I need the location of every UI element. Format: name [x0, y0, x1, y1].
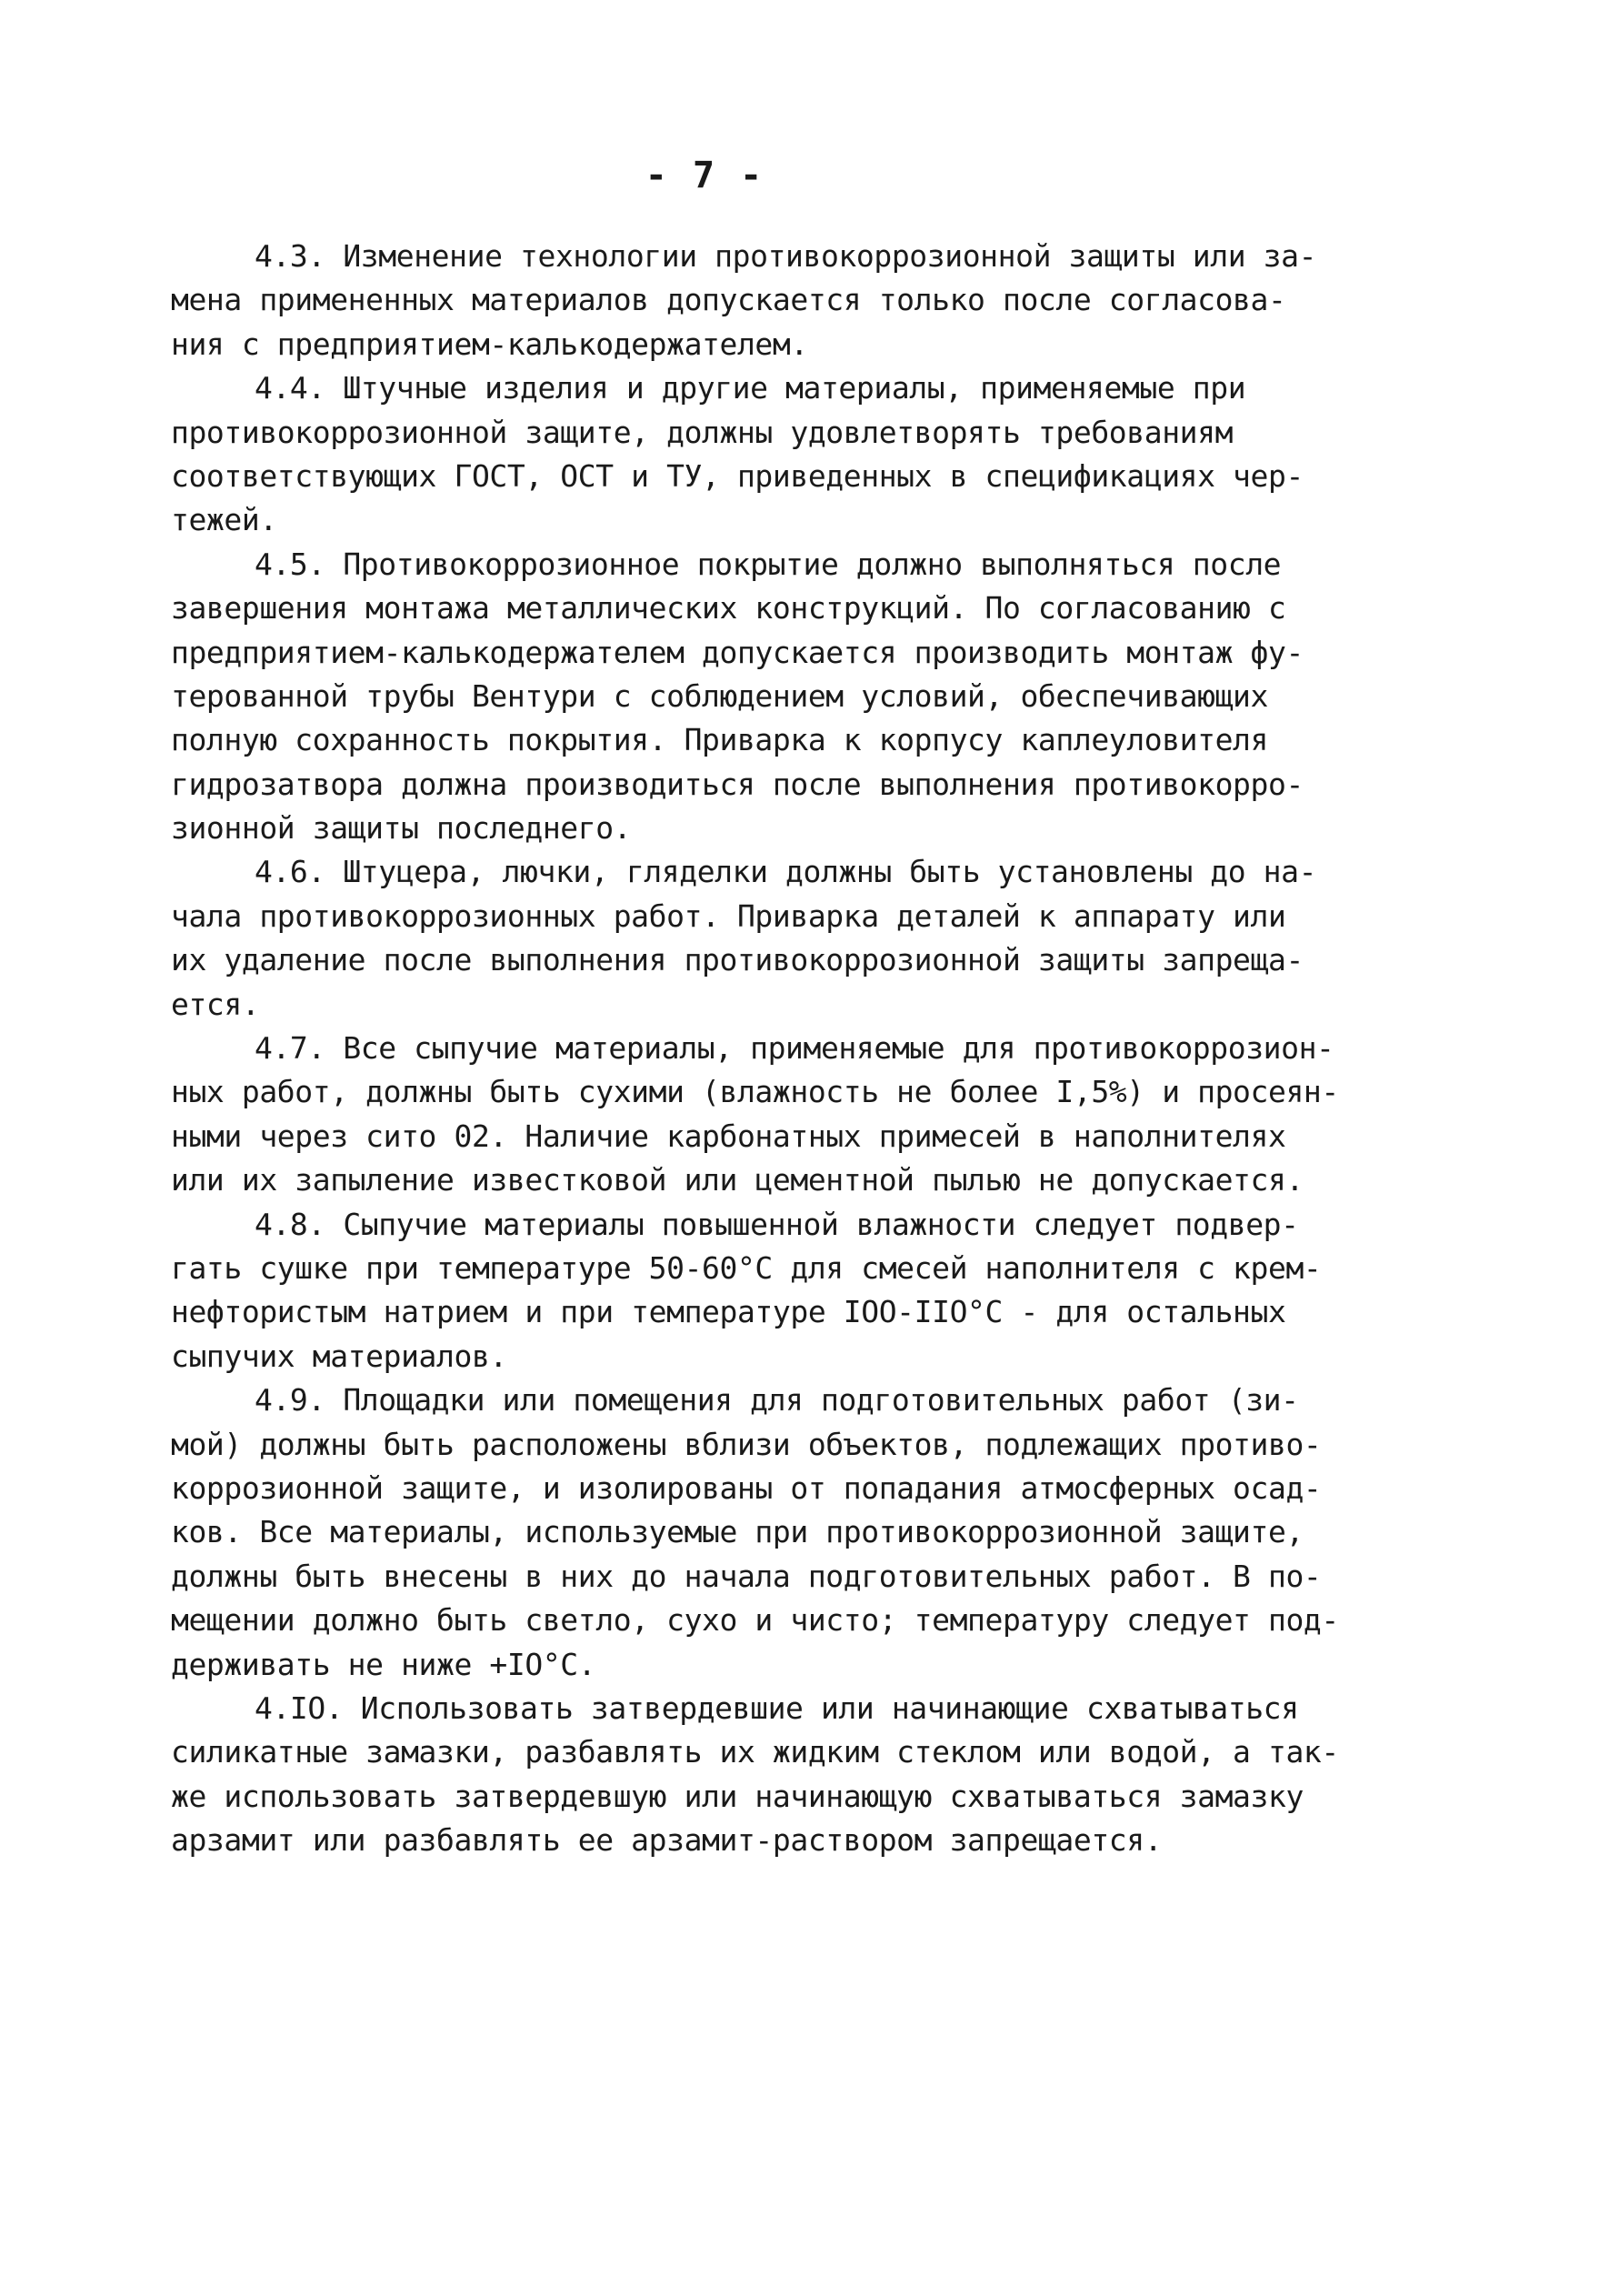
text-line: ется.	[171, 986, 260, 1022]
paragraph-first-line: 4.8. Сыпучие материалы повышенной влажности следует подвер-	[255, 1206, 1299, 1242]
text-line: ния с предприятием-калькодержателем.	[171, 326, 808, 362]
text-line: ными через сито 02. Наличие карбонатных примесей в наполнителях	[171, 1118, 1286, 1154]
text-line: или их запыление известковой или цементной пылью не допускается.	[171, 1162, 1304, 1198]
body-text	[171, 235, 1344, 1862]
text-line: полную сохранность покрытия. Приварка к корпусу каплеуловителя	[171, 722, 1268, 758]
text-line: арзамит или разбавлять ее арзамит-раствором запрещается.	[171, 1822, 1163, 1859]
paragraph-first-line: 4.6. Штуцера, лючки, гляделки должны быть установлены до на-	[255, 854, 1317, 890]
text-line: сыпучих материалов.	[171, 1338, 507, 1374]
text-line: противокоррозионной защите, должны удовлетворять требованиям	[171, 414, 1234, 450]
text-line: гать сушке при температуре 50-60°С для смесей наполнителя с крем-	[171, 1249, 1322, 1286]
text-line: нефтористым натрием и при температуре IOO-IIO°С - для остальных	[171, 1294, 1286, 1330]
text-line: мена примененных материалов допускается только после согласова-	[171, 282, 1286, 318]
text-line: коррозионной защите, и изолированы от попадания атмосферных осад-	[171, 1469, 1322, 1506]
text-line: гидрозатвора должна производиться после выполнения противокорро-	[171, 766, 1304, 802]
text-line: должны быть внесены в них до начала подготовительных работ. В по-	[171, 1558, 1322, 1594]
paragraph-first-line: 4.7. Все сыпучие материалы, применяемые для противокоррозион-	[255, 1030, 1334, 1067]
text-line: мещении должно быть светло, сухо и чисто; температуру следует под-	[171, 1602, 1339, 1639]
text-line: предприятием-калькодержателем допускается производить монтаж фу-	[171, 634, 1304, 670]
text-line: тежей.	[171, 502, 277, 538]
text-line: силикатные замазки, разбавлять их жидким стеклом или водой, а так-	[171, 1734, 1339, 1770]
text-line: зионной защиты последнего.	[171, 810, 632, 847]
text-line: мой) должны быть расположены вблизи объектов, подлежащих противо-	[171, 1426, 1322, 1462]
text-line: ных работ, должны быть сухими (влажность не более I,5%) и просеян-	[171, 1074, 1339, 1110]
text-line: ков. Все материалы, используемые при противокоррозионной защите,	[171, 1514, 1304, 1550]
paragraph-first-line: 4.3. Изменение технологии противокоррозионной защиты или за-	[255, 238, 1317, 274]
text-line: их удаление после выполнения противокоррозионной защиты запреща-	[171, 942, 1304, 978]
paragraph-first-line: 4.5. Противокоррозионное покрытие должно выполняться после	[255, 546, 1282, 582]
paragraph-first-line: 4.9. Площадки или помещения для подготовительных работ (зи-	[255, 1382, 1299, 1419]
text-line: соответствующих ГОСТ, ОСТ и ТУ, приведенных в спецификациях чер-	[171, 457, 1304, 494]
text-line: терованной трубы Вентури с соблюдением условий, обеспечивающих	[171, 677, 1268, 714]
text-line: держивать не ниже +IO°С.	[171, 1646, 596, 1682]
text-line: же использовать затвердевшую или начинающую схватываться замазку	[171, 1778, 1304, 1814]
text-line: чала противокоррозионных работ. Приварка деталей к аппарату или	[171, 897, 1286, 934]
text-line: завершения монтажа металлических конструкций. По согласованию с	[171, 590, 1286, 627]
paragraph-first-line: 4.IO. Использовать затвердевшие или начинающие схватываться	[255, 1689, 1299, 1726]
paragraph-first-line: 4.4. Штучные изделия и другие материалы, применяемые при	[255, 370, 1246, 406]
page-number: - 7 -	[645, 155, 765, 196]
